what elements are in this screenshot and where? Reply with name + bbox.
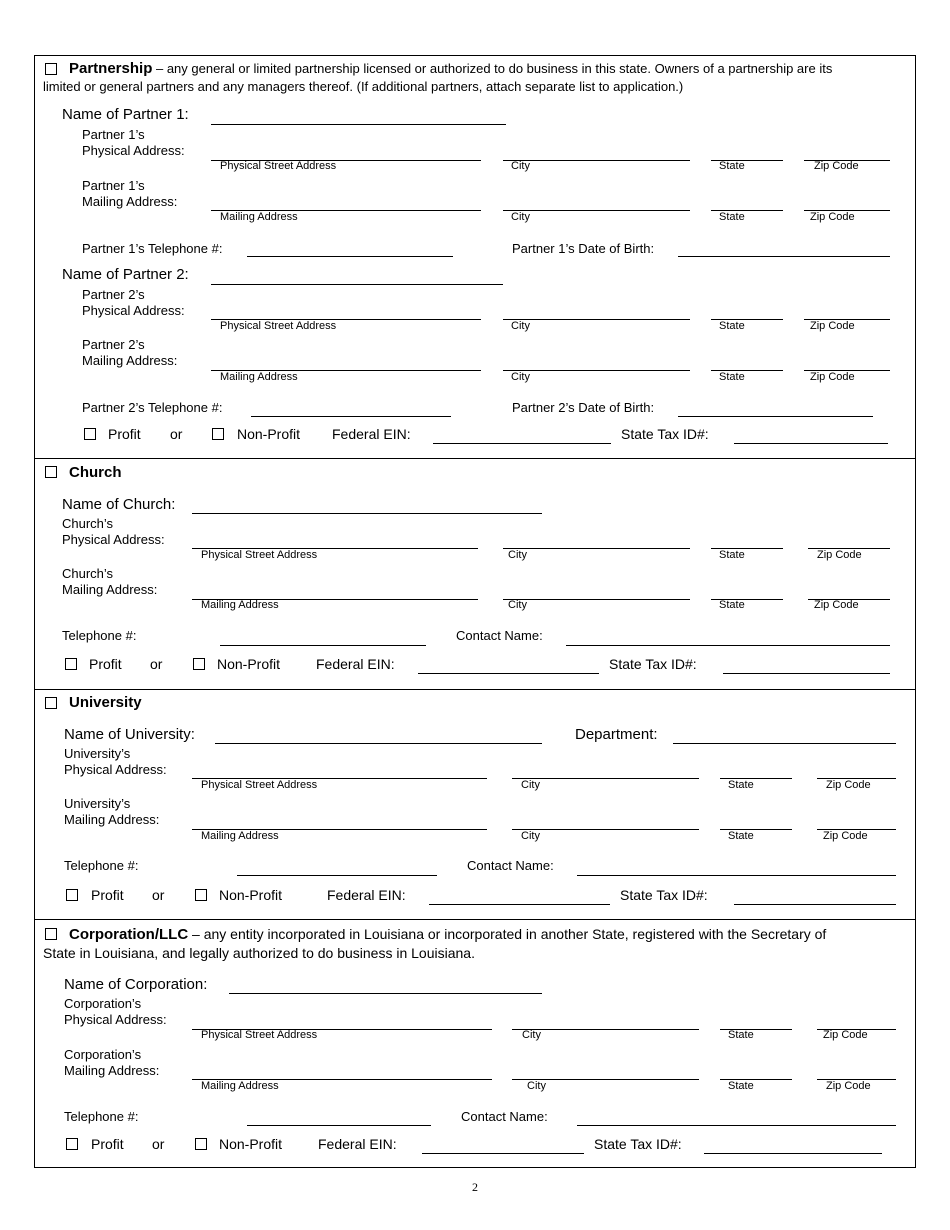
university-physical-label: University’s (64, 746, 131, 761)
federal-ein-label: Federal EIN: (327, 887, 406, 903)
corporation-name-label: Name of Corporation: (64, 976, 208, 993)
field-caption: Zip Code (823, 830, 868, 842)
section-divider (34, 919, 916, 920)
corporation-mailing-label: Mailing Address: (64, 1063, 160, 1078)
state-tax-id-label: State Tax ID#: (609, 656, 697, 672)
university-department-label: Department: (575, 726, 658, 743)
corporation-profit-checkbox[interactable] (66, 1138, 78, 1150)
field-caption: State (728, 1029, 754, 1041)
state-tax-id-label: State Tax ID#: (621, 426, 709, 442)
church-name-label: Name of Church: (62, 496, 176, 513)
corporation-contact-label: Contact Name: (461, 1109, 548, 1124)
field-caption: City (508, 549, 527, 561)
federal-ein-label: Federal EIN: (318, 1136, 397, 1152)
university-title: University (69, 694, 142, 711)
corporation-physical-label: Corporation’s (64, 996, 142, 1011)
profit-label: Profit (89, 656, 122, 672)
partner2-physical-city-field[interactable] (503, 319, 690, 320)
partner2-dob-label: Partner 2’s Date of Birth: (512, 400, 655, 415)
partner2-physical-label: Partner 2’s (82, 287, 145, 302)
field-caption: City (511, 320, 530, 332)
partnership-description-line2: limited or general partners and any managers thereof. (If additional partners, attach separate list to application.) (43, 79, 684, 94)
partnership-federal-ein-field[interactable] (433, 443, 611, 444)
partnership-heading (69, 60, 832, 77)
partnership-title: Partnership (69, 60, 153, 77)
university-contact-field[interactable] (577, 875, 896, 876)
church-profit-checkbox[interactable] (65, 658, 77, 670)
field-caption: Physical Street Address (201, 779, 318, 791)
church-physical-label: Physical Address: (62, 532, 165, 547)
corporation-phone-field[interactable] (247, 1125, 431, 1126)
university-name-field[interactable] (215, 743, 542, 744)
corporation-mailing-label: Corporation’s (64, 1047, 142, 1062)
university-physical-label: Physical Address: (64, 762, 167, 777)
church-phone-field[interactable] (220, 645, 426, 646)
field-caption: Mailing Address (201, 599, 279, 611)
partnership-profit-checkbox[interactable] (84, 428, 96, 440)
partner2-physical-label: Physical Address: (82, 303, 185, 318)
corporation-title: Corporation/LLC (69, 926, 189, 943)
page-number: 2 (472, 1180, 478, 1194)
field-caption: Zip Code (810, 320, 855, 332)
church-contact-field[interactable] (566, 645, 890, 646)
partner1-mailing-label: Mailing Address: (82, 194, 178, 209)
or-label: or (170, 426, 183, 442)
field-caption: Mailing Address (201, 1080, 279, 1092)
university-department-field[interactable] (673, 743, 896, 744)
partnership-nonprofit-checkbox[interactable] (212, 428, 224, 440)
state-tax-id-label: State Tax ID#: (620, 887, 708, 903)
or-label: or (150, 656, 163, 672)
church-phone-label: Telephone #: (62, 628, 137, 643)
church-mailing-label: Mailing Address: (62, 582, 158, 597)
corporation-federal-ein-field[interactable] (422, 1153, 584, 1154)
partner1-name-label: Name of Partner 1: (62, 106, 189, 123)
federal-ein-label: Federal EIN: (316, 656, 395, 672)
federal-ein-label: Federal EIN: (332, 426, 411, 442)
church-contact-label: Contact Name: (456, 628, 543, 643)
section-divider (34, 689, 916, 690)
field-caption: State (719, 160, 745, 172)
university-federal-ein-field[interactable] (429, 904, 610, 905)
field-caption: State (719, 371, 745, 383)
church-title: Church (69, 464, 122, 481)
partner1-mailing-label: Partner 1’s (82, 178, 145, 193)
field-caption: Zip Code (810, 371, 855, 383)
field-caption: Zip Code (823, 1029, 868, 1041)
partner1-physical-city-field[interactable] (503, 160, 690, 161)
field-caption: City (527, 1080, 546, 1092)
form-frame (34, 55, 916, 1168)
field-caption: City (508, 599, 527, 611)
university-checkbox[interactable] (45, 697, 57, 709)
university-profit-checkbox[interactable] (66, 889, 78, 901)
field-caption: State (719, 211, 745, 223)
partner2-phone-label: Partner 2’s Telephone #: (82, 400, 223, 415)
partnership-state-tax-id-field[interactable] (734, 443, 888, 444)
field-caption: Mailing Address (201, 830, 279, 842)
partner1-physical-label: Physical Address: (82, 143, 185, 158)
partnership-checkbox[interactable] (45, 63, 57, 75)
field-caption: Zip Code (817, 549, 862, 561)
corporation-heading (69, 925, 826, 944)
corporation-physical-label: Physical Address: (64, 1012, 167, 1027)
church-nonprofit-checkbox[interactable] (193, 658, 205, 670)
field-caption: City (511, 211, 530, 223)
partner2-mailing-city-field[interactable] (503, 370, 690, 371)
field-caption: Zip Code (826, 1080, 871, 1092)
partner2-dob-field[interactable] (678, 416, 873, 417)
partner1-phone-label: Partner 1’s Telephone #: (82, 241, 223, 256)
corporation-description: – any entity incorporated in Louisiana or incorporated in another State, registered with the Secretary of (188, 926, 827, 942)
university-physical-city-field[interactable] (512, 778, 699, 779)
section-divider (34, 458, 916, 459)
church-mailing-label: Church’s (62, 566, 114, 581)
field-caption: Zip Code (814, 599, 859, 611)
university-mailing-label: Mailing Address: (64, 812, 160, 827)
field-caption: City (511, 371, 530, 383)
field-caption: City (521, 830, 540, 842)
corporation-description-line2: State in Louisiana, and legally authorized to do business in Louisiana. (43, 945, 475, 961)
partnership-description: – any general or limited partnership licensed or authorized to do business in this state. Owners of a partnership are its (152, 61, 833, 76)
nonprofit-label: Non-Profit (217, 656, 281, 672)
church-mailing-city-field[interactable] (503, 599, 690, 600)
partner1-mailing-city-field[interactable] (503, 210, 690, 211)
corporation-checkbox[interactable] (45, 928, 57, 940)
field-caption: City (511, 160, 530, 172)
field-caption: State (719, 320, 745, 332)
university-phone-label: Telephone #: (64, 858, 139, 873)
or-label: or (152, 887, 165, 903)
field-caption: City (522, 1029, 541, 1041)
partner2-mailing-label: Mailing Address: (82, 353, 178, 368)
field-caption: Physical Street Address (201, 1029, 318, 1041)
partner2-mailing-label: Partner 2’s (82, 337, 145, 352)
university-state-tax-id-field[interactable] (734, 904, 896, 905)
field-caption: State (728, 830, 754, 842)
corporation-state-tax-id-field[interactable] (704, 1153, 882, 1154)
partner1-name-field[interactable] (211, 124, 506, 125)
field-caption: Physical Street Address (220, 160, 337, 172)
field-caption: Mailing Address (220, 371, 298, 383)
corporation-name-field[interactable] (229, 993, 542, 994)
field-caption: Physical Street Address (220, 320, 337, 332)
field-caption: State (719, 599, 745, 611)
nonprofit-label: Non-Profit (219, 1136, 283, 1152)
state-tax-id-label: State Tax ID#: (594, 1136, 682, 1152)
field-caption: Zip Code (814, 160, 859, 172)
partner1-dob-label: Partner 1’s Date of Birth: (512, 241, 655, 256)
corporation-phone-label: Telephone #: (64, 1109, 139, 1124)
profit-label: Profit (108, 426, 141, 442)
partner1-physical-label: Partner 1’s (82, 127, 145, 142)
church-checkbox[interactable] (45, 466, 57, 478)
field-caption: Mailing Address (220, 211, 298, 223)
field-caption: Physical Street Address (201, 549, 318, 561)
church-name-field[interactable] (192, 513, 542, 514)
corporation-nonprofit-checkbox[interactable] (195, 1138, 207, 1150)
profit-label: Profit (91, 1136, 124, 1152)
university-name-label: Name of University: (64, 726, 195, 743)
partner1-phone-field[interactable] (247, 256, 453, 257)
partner2-name-label: Name of Partner 2: (62, 266, 189, 283)
partner1-dob-field[interactable] (678, 256, 890, 257)
church-physical-label: Church’s (62, 516, 114, 531)
corporation-contact-field[interactable] (577, 1125, 896, 1126)
partner2-phone-field[interactable] (251, 416, 451, 417)
university-contact-label: Contact Name: (467, 858, 554, 873)
university-phone-field[interactable] (237, 875, 437, 876)
university-mailing-city-field[interactable] (512, 829, 699, 830)
profit-label: Profit (91, 887, 124, 903)
field-caption: Zip Code (826, 779, 871, 791)
field-caption: State (719, 549, 745, 561)
church-physical-city-field[interactable] (503, 548, 690, 549)
church-federal-ein-field[interactable] (418, 673, 599, 674)
field-caption: City (521, 779, 540, 791)
field-caption: Zip Code (810, 211, 855, 223)
nonprofit-label: Non-Profit (219, 887, 283, 903)
university-nonprofit-checkbox[interactable] (195, 889, 207, 901)
field-caption: State (728, 779, 754, 791)
partner2-name-field[interactable] (211, 284, 503, 285)
university-mailing-label: University’s (64, 796, 131, 811)
field-caption: State (728, 1080, 754, 1092)
nonprofit-label: Non-Profit (237, 426, 301, 442)
or-label: or (152, 1136, 165, 1152)
church-state-tax-id-field[interactable] (723, 673, 890, 674)
